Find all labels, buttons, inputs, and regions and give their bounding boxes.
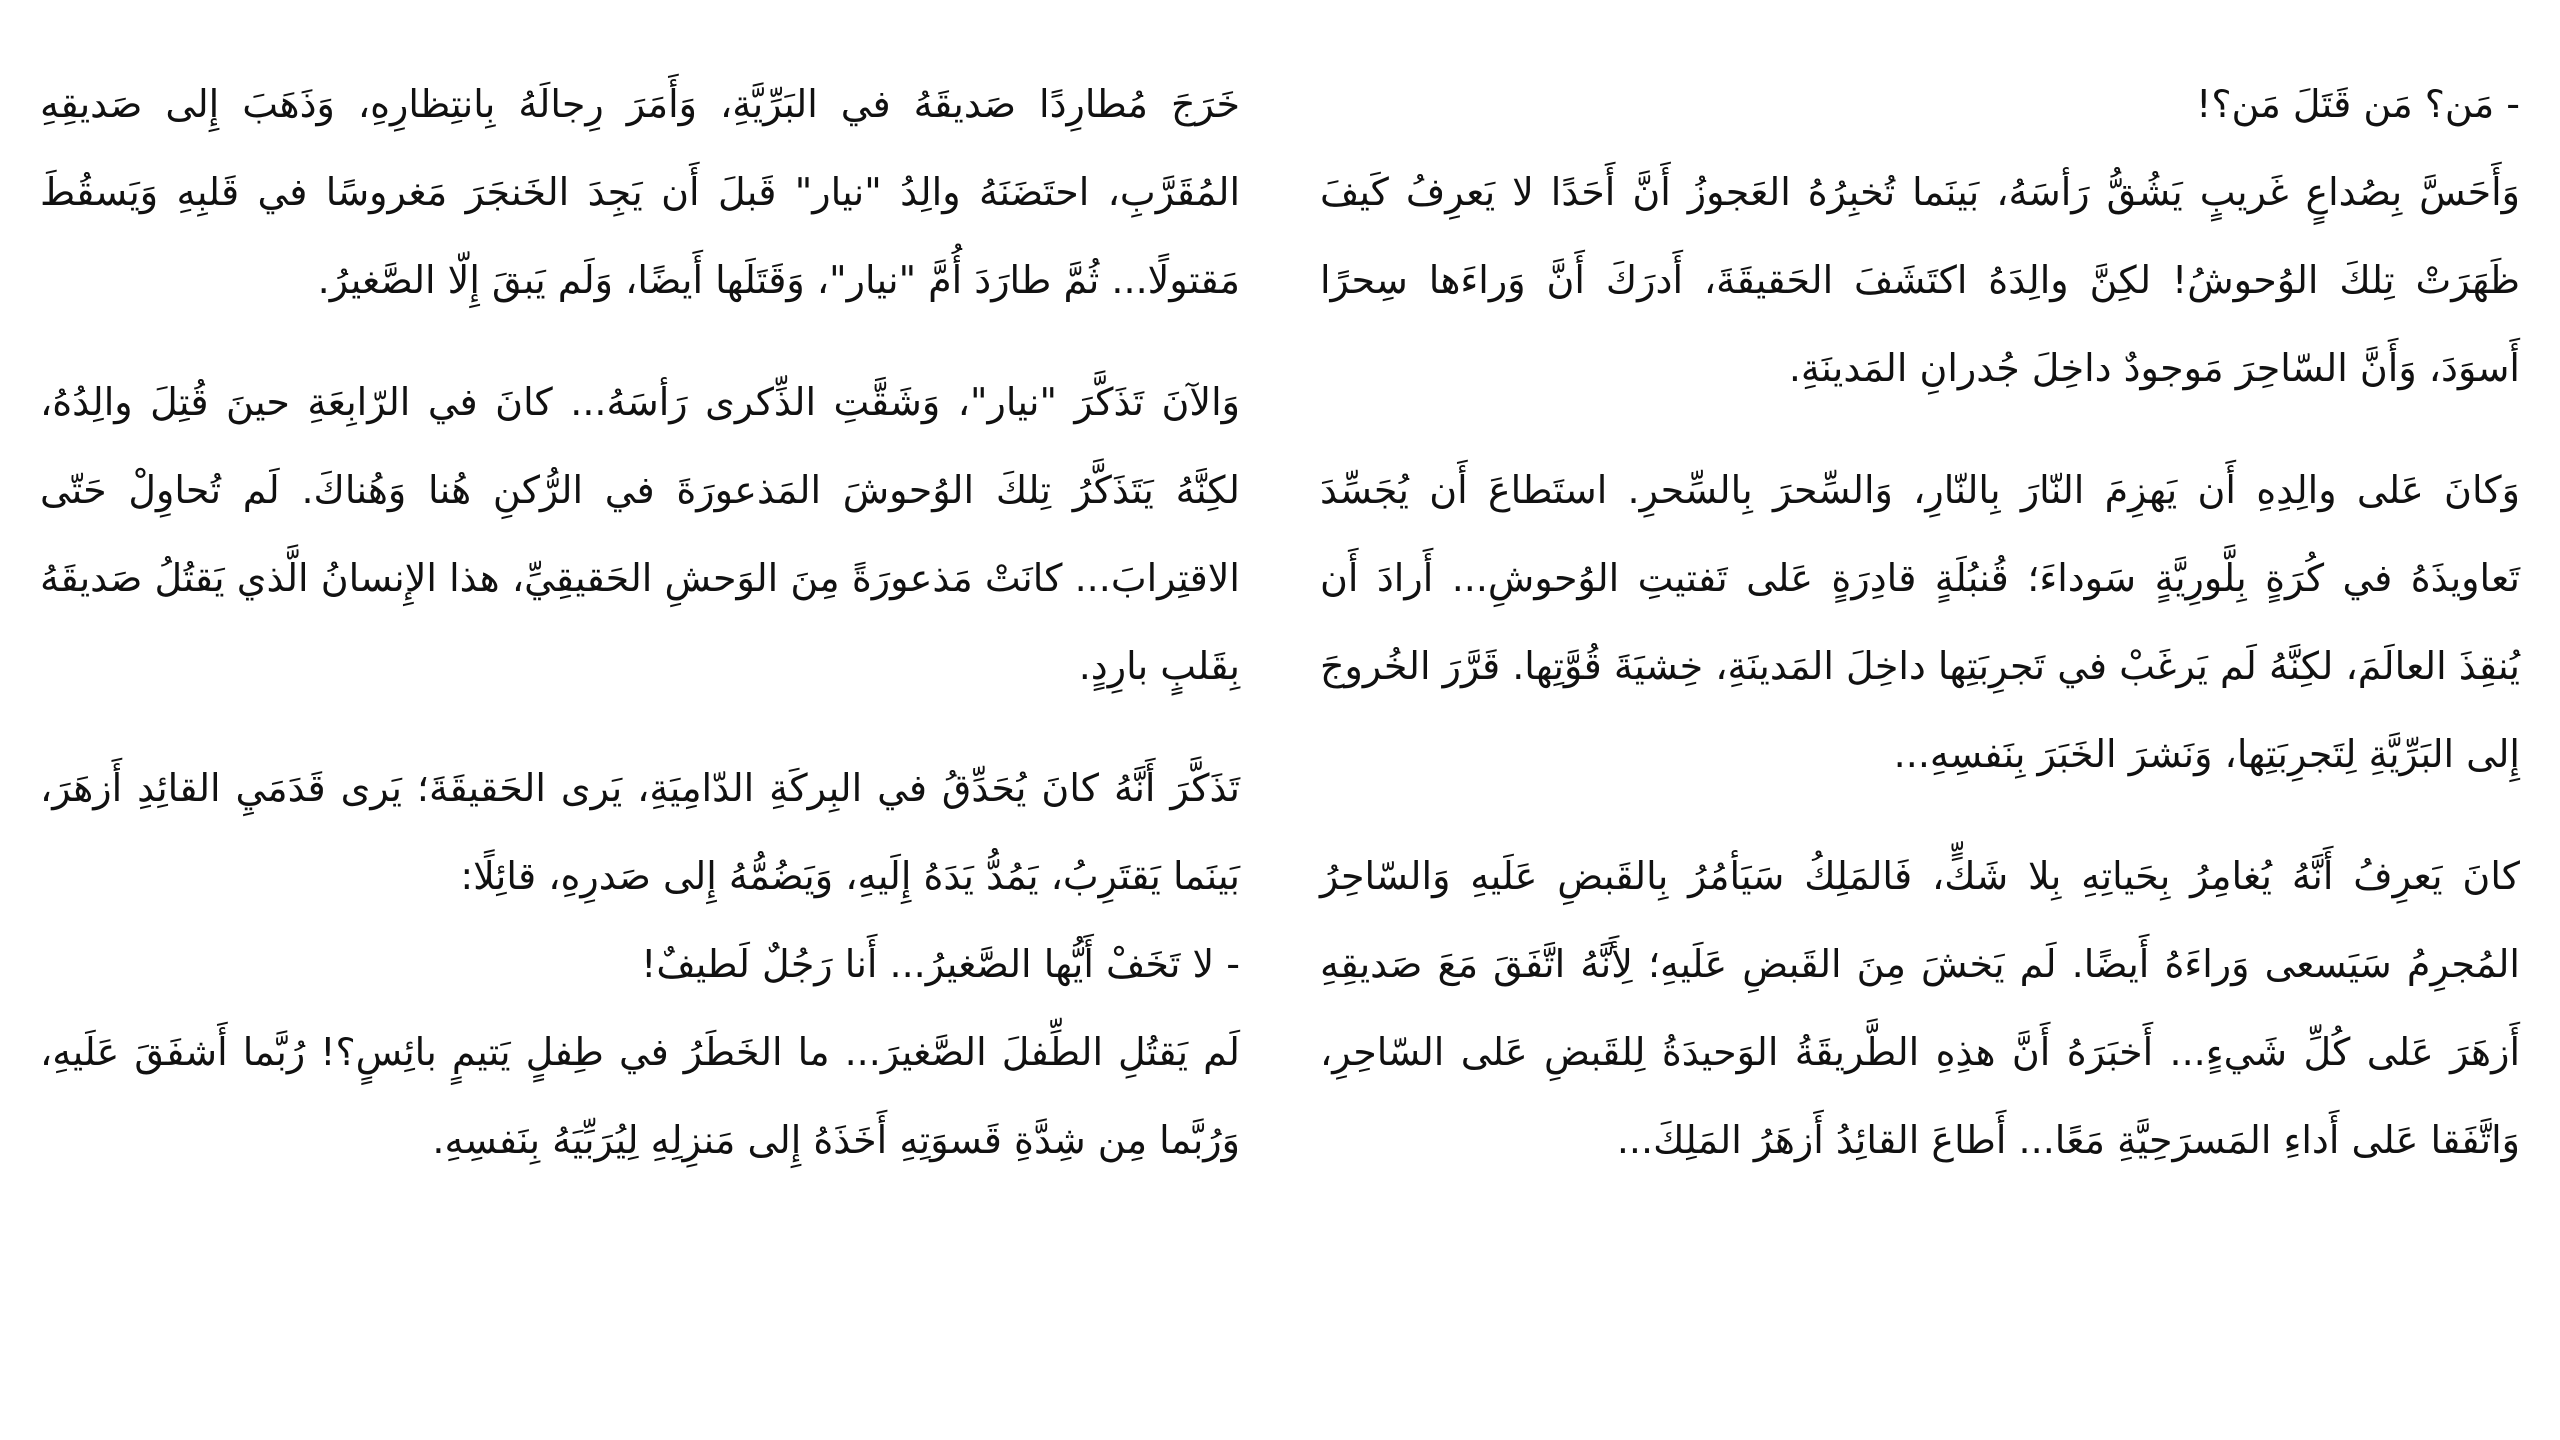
right-page (1320, 60, 2520, 1400)
paragraph: خَرَجَ مُطارِدًا صَديقَهُ في البَرِّيَّةِ، وَأَمَرَ رِجالَهُ بِانتِظارِهِ، وَذَهَبَ إِلى صَديقِهِ المُقَرَّبِ، احتَضَنَهُ والِدُ "نيار" قَبلَ أَن يَجِدَ الخَنجَرَ مَغروسًا في قَلبِهِ وَيَسقُطَ مَقتولًا... ثُمَّ طارَدَ أُمَّ "نيار"، وَقَتَلَها أَيضًا، وَلَم يَبقَ إِلّا الصَّغيرُ. (40, 82, 1240, 302)
paragraph: وَكانَ عَلى والِدِهِ أَن يَهزِمَ النّارَ بِالنّارِ، وَالسِّحرَ بِالسِّحرِ. استَطاعَ أَن يُجَسِّدَ تَعاويذَهُ في كُرَةٍ بِلَّورِيَّةٍ سَوداءَ؛ قُنبُلَةٍ قادِرَةٍ عَلى تَفتيتِ الوُحوشِ... أَرادَ أَن يُنقِذَ العالَمَ، لكِنَّهُ لَم يَرغَبْ في تَجرِبَتِها داخِلَ المَدينَةِ، خِشيَةَ قُوَّتِها. قَرَّرَ الخُروجَ إِلى البَرِّيَّةِ لِتَجرِبَتِها، وَنَشرَ الخَبَرَ بِنَفسِهِ... (1320, 468, 2520, 776)
left-page (40, 60, 1240, 1400)
paragraph: كانَ يَعرِفُ أَنَّهُ يُغامِرُ بِحَياتِهِ بِلا شَكٍّ، فَالمَلِكُ سَيَأمُرُ بِالقَبضِ عَلَيهِ وَالسّاحِرُ المُجرِمُ سَيَسعى وَراءَهُ أَيضًا. لَم يَخشَ مِنَ القَبضِ عَلَيهِ؛ لِأَنَّهُ اتَّفَقَ مَعَ صَديقِهِ أَزهَرَ عَلى كُلِّ شَيءٍ... أَخبَرَهُ أَنَّ هذِهِ الطَّريقَةُ الوَحيدَةُ لِلقَبضِ عَلى السّاحِرِ، وَاتَّفَقا عَلى أَداءِ المَسرَحِيَّةِ مَعًا... أَطاعَ القائِدُ أَزهَرُ المَلِكَ... (1320, 854, 2520, 1162)
paragraph: وَأَحَسَّ بِصُداعٍ غَريبٍ يَشُقُّ رَأسَهُ، بَينَما تُخبِرُهُ العَجوزُ أَنَّ أَحَدًا لا يَعرِفُ كَيفَ ظَهَرَتْ تِلكَ الوُحوشُ! لكِنَّ والِدَهُ اكتَشَفَ الحَقيقَةَ، أَدرَكَ أَنَّ وَراءَها سِحرًا أَسوَدَ، وَأَنَّ السّاحِرَ مَوجودٌ داخِلَ جُدرانِ المَدينَةِ. (1320, 170, 2520, 390)
dialogue-line: - لا تَخَفْ أَيُّها الصَّغيرُ... أَنا رَجُلٌ لَطيفٌ! (641, 942, 1240, 986)
paragraph: وَالآنَ تَذَكَّرَ "نيار"، وَشَقَّتِ الذِّكرى رَأسَهُ... كانَ في الرّابِعَةِ حينَ قُتِلَ والِدُهُ، لكِنَّهُ يَتَذَكَّرُ تِلكَ الوُحوشَ المَذعورَةَ في الرُّكنِ هُنا وَهُناكَ. لَم تُحاوِلْ حَتّى الاقتِرابَ... كانَتْ مَذعورَةً مِنَ الوَحشِ الحَقيقِيِّ، هذا الإِنسانُ الَّذي يَقتُلُ صَديقَهُ بِقَلبٍ بارِدٍ. (40, 380, 1240, 688)
paragraph: - مَن؟ مَن قَتَلَ مَن؟! (2196, 82, 2520, 126)
paragraph: لَم يَقتُلِ الطِّفلَ الصَّغيرَ... ما الخَطَرُ في طِفلٍ يَتيمٍ بائِسٍ؟! رُبَّما أَشفَقَ عَلَيهِ، وَرُبَّما مِن شِدَّةِ قَسوَتِهِ أَخَذَهُ إِلى مَنزِلِهِ لِيُرَبِّيَهُ بِنَفسِهِ. (40, 1030, 1240, 1162)
paragraph: تَذَكَّرَ أَنَّهُ كانَ يُحَدِّقُ في البِركَةِ الدّامِيَةِ، يَرى الحَقيقَةَ؛ يَرى قَدَمَيِ القائِدِ أَزهَرَ، بَينَما يَقتَرِبُ، يَمُدُّ يَدَهُ إِلَيهِ، وَيَضُمُّهُ إِلى صَدرِهِ، قائِلًا: (40, 766, 1240, 898)
